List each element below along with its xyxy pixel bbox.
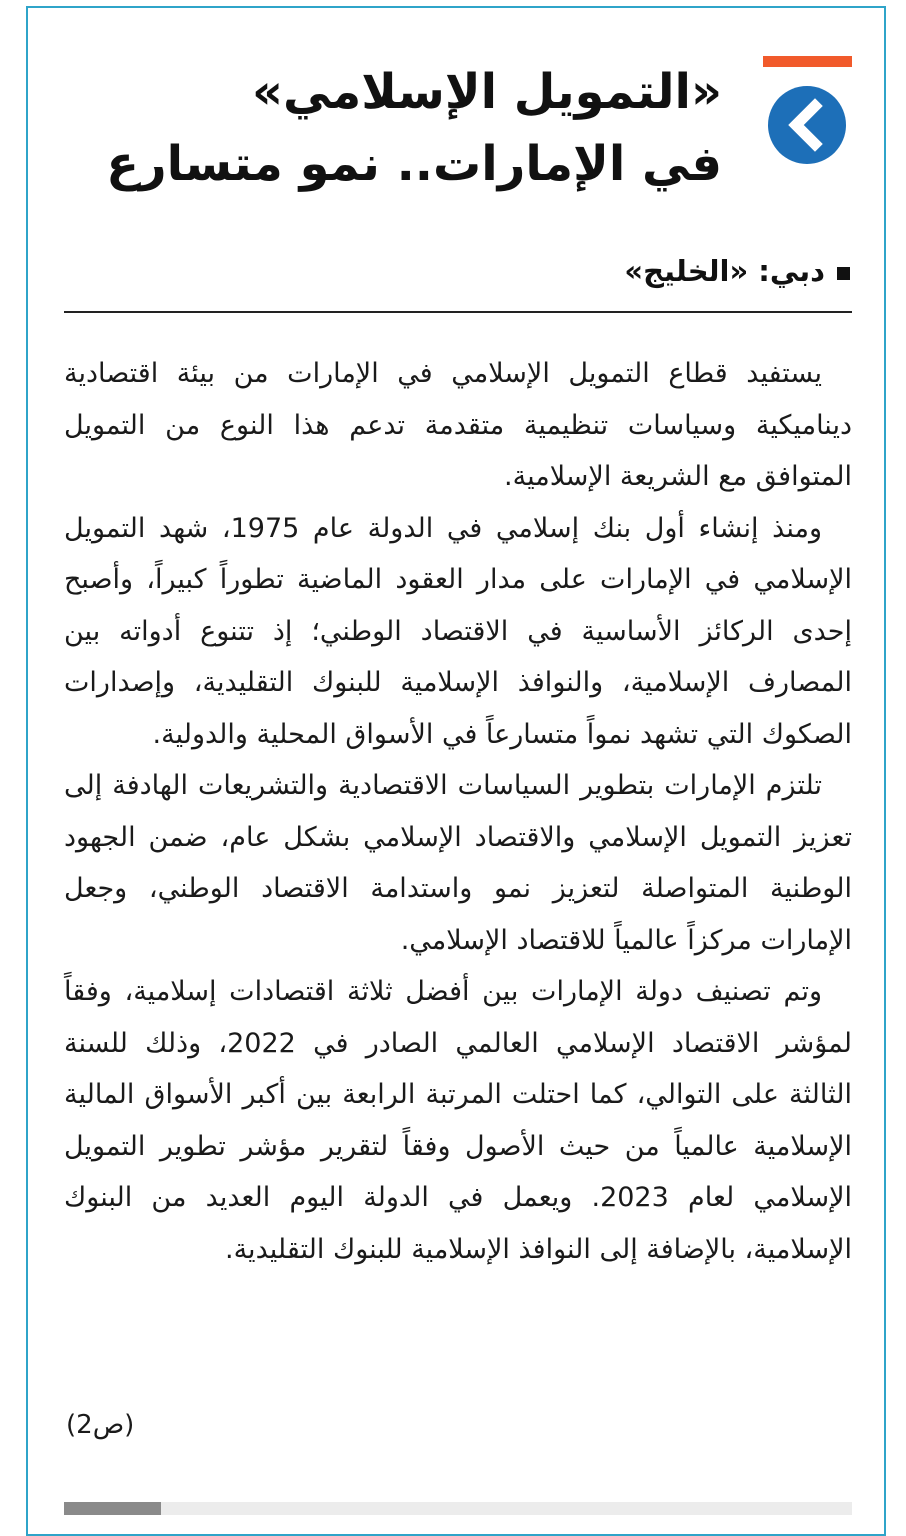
divider (64, 311, 852, 313)
paragraph: وتم تصنيف دولة الإمارات بين أفضل ثلاثة اقتصادات إسلامية، وفقاً لمؤشر الاقتصاد الإسلامي العالمي الصادر في 2022، وذلك للسنة الثالثة على التوالي، كما احتلت المرتبة الرابعة بين أكبر الأسواق المالية الإسلامية عالمياً من حيث الأصول وفقاً لتقرير مؤشر تطوير التمويل الإسلامي لعام 2023. ويعمل في الدولة اليوم العديد من البنوك الإسلامية، بالإضافة إلى النوافذ الإسلامية للبنوك التقليدية. (64, 976, 852, 1265)
headline (82, 56, 722, 200)
headline-line-2: في الإمارات.. نمو متسارع (106, 136, 722, 192)
footer-bar-accent (64, 1502, 161, 1515)
section-badge (768, 86, 846, 164)
headline-line-1: «التمويل الإسلامي» (251, 64, 722, 120)
footer-bar (64, 1502, 852, 1515)
paragraph: تلتزم الإمارات بتطوير السياسات الاقتصادية والتشريعات الهادفة إلى تعزيز التمويل الإسلامي والاقتصاد الإسلامي بشكل عام، ضمن الجهود الوطنية المتواصلة لتعزيز نمو واستدامة الاقتصاد الوطني، وجعل الإمارات مركزاً عالمياً للاقتصاد الإسلامي. (64, 770, 852, 956)
accent-bar (763, 56, 852, 67)
paragraph: ومنذ إنشاء أول بنك إسلامي في الدولة عام 1975، شهد التمويل الإسلامي في الإمارات على مدار العقود الماضية تطوراً كبيراً، وأصبح إحدى الركائز الأساسية في الاقتصاد الوطني؛ إذ تتنوع أدواته بين المصارف الإسلامية، والنوافذ الإسلامية للبنوك التقليدية، وإصدارات الصكوك التي تشهد نمواً متسارعاً في الأسواق المحلية والدولية. (64, 512, 852, 750)
article-body (64, 348, 852, 1275)
byline-square-icon (837, 267, 850, 280)
byline (624, 254, 850, 288)
paragraph: يستفيد قطاع التمويل الإسلامي في الإمارات من بيئة اقتصادية ديناميكية وسياسات تنظيمية متقدمة تدعم هذا النوع من التمويل المتوافق مع الشريعة الإسلامية. (64, 358, 852, 492)
page-reference: (ص2) (66, 1410, 135, 1440)
byline-text: دبي: «الخليج» (624, 254, 825, 288)
chevron-left-icon (768, 86, 846, 164)
